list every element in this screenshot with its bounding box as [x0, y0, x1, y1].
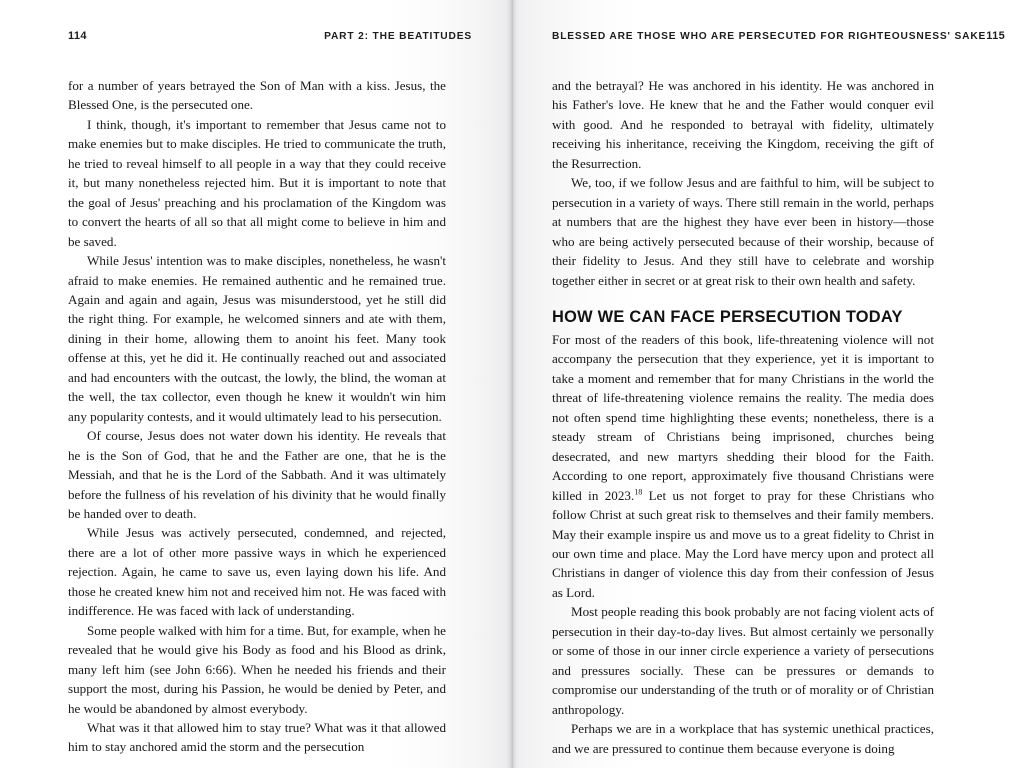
paragraph: Of course, Jesus does not water down his identity. He reveals that he is the Son of God, that he and the Father are one, that he is the Messiah, and that he is the Lord of the Sabbath. And it was ultimately before the fullness of his revelation of his divinity that he would finally be handed over to death. [68, 428, 446, 521]
left-page-folio: 114 [68, 30, 87, 42]
left-page-running-head [68, 30, 472, 44]
right-page-running-head [552, 30, 1006, 44]
paragraph-text-part-2: Let us not forget to pray for these Christians who follow Christ at such great risk to themselves and their family members. May their example inspire us and move us to a great fidelity to Christ in our own time and place. May the Lord have mercy upon and protect all Christians in danger of violence this day from their confession of Jesus as Lord. [552, 487, 935, 600]
section-heading: HOW WE CAN FACE PERSECUTION TODAY [552, 307, 903, 326]
paragraph: I think, though, it's important to remember that Jesus came not to make enemies but to make disciples. He tried to communicate the truth, he tried to reveal himself to all people in a way that they could receive it, but many nonetheless rejected him. But it is important to note that the goal of Jesus' preaching and his proclamation of the Kingdom was to convert the hearts of all so that all might come to believe in him and be saved. [68, 116, 446, 249]
right-page-folio: 115 [986, 30, 1006, 42]
paragraph: for a number of years betrayed the Son of Man with a kiss. Jesus, the Blessed One, is the persecuted one. [68, 78, 446, 113]
paragraph: What was it that allowed him to stay true? What was it that allowed him to stay anchored amid the storm and the persecution [68, 719, 446, 755]
right-page-running-head-title: BLESSED ARE THOSE WHO ARE PERSECUTED FOR RIGHTEOUSNESS' SAKE [552, 31, 987, 42]
paragraph: Most people reading this book probably are not facing violent acts of persecution in their day-to-day lives. But almost certainly we personally or some of those in our inner circle experience a variety of persecutions and pressures socially. These can be pressures or demands to compromise our understanding of the truth or of morality or of Christian anthropology. [552, 604, 934, 717]
paragraph: While Jesus' intention was to make disciples, nonetheless, he wasn't afraid to make enemies. He remained authentic and he remained true. Again and again and again, Jesus was misunderstood, yet he still did the right thing. For example, he welcomed sinners and ate with them, dining in their home, allowing them to anoint his feet. Many took offense at this, yet he did it. He continually reached out and associated and had encounters with the outcast, the lowly, the blind, the woman at the well, the tax collector, even though he knew it wouldn't win him any popularity contests, and it would ultimately lead to his persecution. [68, 253, 446, 424]
paragraph: Perhaps we are in a workplace that has systemic unethical practices, and we are pressured to continue them because everyone is doing [552, 721, 934, 756]
paragraph: Some people walked with him for a time. But, for example, when he revealed that he would give his Body as food and his Blood as drink, many left him (see John 6:66). When he needed his friends and their support the most, during his Passion, he would be denied by Peter, and he would be abandoned by almost everybody. [68, 622, 446, 716]
paragraph: While Jesus was actively persecuted, condemned, and rejected, there are a lot of other more passive ways in which he experienced rejection. Again, he came to save us, even laying down his life. And those he created knew him not and received him not. He was faced with indifference. He was faced with lack of understanding. [68, 525, 446, 619]
footnote-marker: 18 [634, 487, 643, 497]
paragraph-with-footnote [552, 330, 934, 602]
paragraph: and the betrayal? He was anchored in his identity. He was anchored in his Father's love. He knew that he and the Father would conquer evil with good. And he responded to betrayal with fidelity, ultimately receiving his inheritance, receiving the Kingdom, receiving the gift of the Resurrection. [552, 78, 934, 171]
left-page-text-column [68, 76, 446, 757]
paragraph: We, too, if we follow Jesus and are faithful to him, will be subject to persecution in a variety of ways. There still remain in the world, perhaps at numbers that are the highest they have ever been in history—those who are being actively persecuted because of their worship, because of their fidelity to Jesus. And they still have to celebrate and worship together either in secret or at great risk to their own health and safety. [552, 175, 934, 288]
right-page [512, 0, 1024, 768]
right-page-text-column [552, 76, 934, 758]
paragraph-text-part-1: For most of the readers of this book, life-threatening violence will not accompany the persecution that they experience, yet it is important to take a moment and remember that for many Christians in the world the threat of life-threatening violence remains the reality. The media does not often spend time highlighting these events; nonetheless, there is a steady stream of Christians being imprisoned, churches being desecrated, and new martyrs shedding their blood for the Faith. According to one report, approximately five thousand Christians were killed in 2023. [552, 331, 934, 503]
left-page-running-head-title: PART 2: THE BEATITUDES [324, 31, 472, 42]
